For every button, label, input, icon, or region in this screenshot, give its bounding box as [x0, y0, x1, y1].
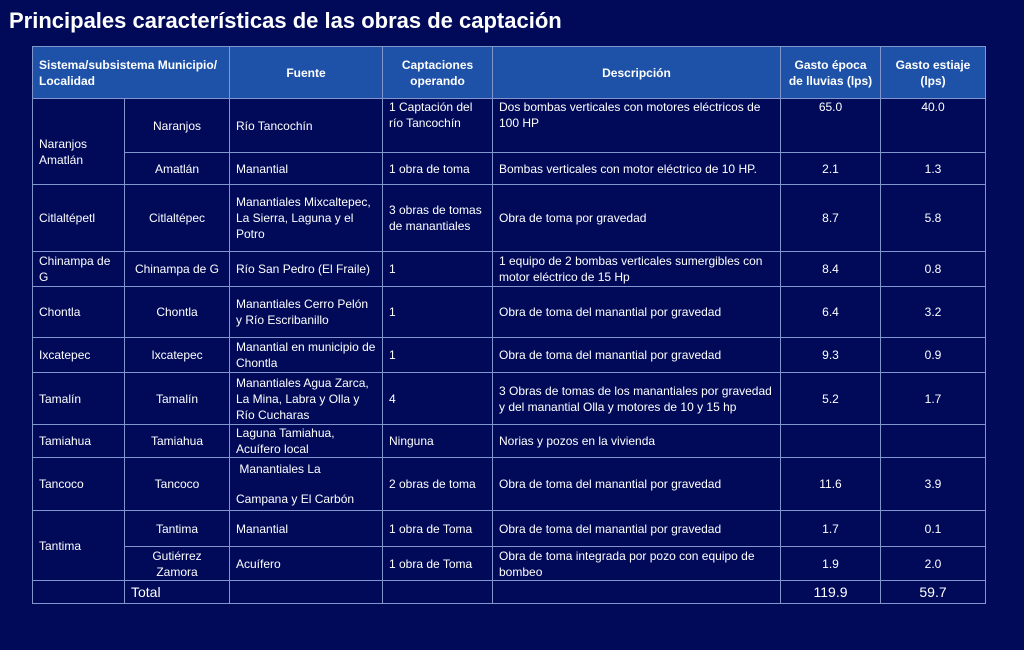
- gasto-estiaje-cell: 0.1: [881, 511, 986, 547]
- captaciones-cell: Ninguna: [383, 425, 493, 458]
- captaciones-cell: 3 obras de tomas de manantiales: [383, 185, 493, 252]
- total-estiaje: 59.7: [881, 581, 986, 604]
- fuente-cell: Acuífero: [230, 547, 383, 581]
- captaciones-cell: 1 obra de toma: [383, 153, 493, 185]
- table-row: [33, 338, 986, 373]
- fuente-cell: Manantiales Cerro Pelón y Río Escribanillo: [230, 287, 383, 338]
- descripcion-cell: 1 equipo de 2 bombas verticales sumergibles con motor eléctrico de 15 Hp: [493, 252, 781, 287]
- gasto-estiaje-cell: 0.8: [881, 252, 986, 287]
- gasto-estiaje-cell: 40.0: [881, 99, 986, 153]
- descripcion-cell: Obra de toma del manantial por gravedad: [493, 458, 781, 511]
- table-row: [33, 425, 986, 458]
- localidad-cell: Ixcatepec: [125, 338, 230, 373]
- fuente-cell: Río San Pedro (El Fraile): [230, 252, 383, 287]
- localidad-cell: Tamiahua: [125, 425, 230, 458]
- gasto-estiaje-cell: 1.7: [881, 373, 986, 425]
- gasto-estiaje-cell: 2.0: [881, 547, 986, 581]
- gasto-lluvias-cell: 5.2: [781, 373, 881, 425]
- captaciones-cell: 1: [383, 252, 493, 287]
- total-row: [33, 581, 986, 604]
- header-descripcion: Descripción: [493, 47, 781, 99]
- captacion-table: [32, 46, 986, 604]
- gasto-lluvias-cell: 2.1: [781, 153, 881, 185]
- sistema-cell: Tamiahua: [33, 425, 125, 458]
- captaciones-cell: 1 obra de Toma: [383, 547, 493, 581]
- gasto-lluvias-cell: 8.7: [781, 185, 881, 252]
- localidad-cell: Tancoco: [125, 458, 230, 511]
- captaciones-cell: 2 obras de toma: [383, 458, 493, 511]
- descripcion-cell: Obra de toma integrada por pozo con equipo de bombeo: [493, 547, 781, 581]
- fuente-line: Manantiales La: [236, 462, 321, 476]
- fuente-cell: Manantial: [230, 153, 383, 185]
- table-row: [33, 373, 986, 425]
- header-row: [33, 47, 986, 99]
- total-empty-cell: [383, 581, 493, 604]
- fuente-cell: Manantiales Mixcaltepec, La Sierra, Laguna y el Potro: [230, 185, 383, 252]
- total-lluvias: 119.9: [781, 581, 881, 604]
- captaciones-cell: 4: [383, 373, 493, 425]
- sistema-cell: Tamalín: [33, 373, 125, 425]
- total-label: Total: [125, 581, 230, 604]
- table-row: [33, 287, 986, 338]
- header-gasto-lluvias: Gasto época de lluvias (lps): [781, 47, 881, 99]
- localidad-cell: Chinampa de G: [125, 252, 230, 287]
- descripcion-cell: Obra de toma del manantial por gravedad: [493, 287, 781, 338]
- table-row: [33, 458, 986, 511]
- gasto-estiaje-cell: 5.8: [881, 185, 986, 252]
- header-fuente: Fuente: [230, 47, 383, 99]
- sistema-cell: Tantima: [33, 511, 125, 581]
- descripcion-cell: 3 Obras de tomas de los manantiales por gravedad y del manantial Olla y motores de 10 y 15 hp: [493, 373, 781, 425]
- sistema-cell: Tancoco: [33, 458, 125, 511]
- descripcion-cell: Obra de toma por gravedad: [493, 185, 781, 252]
- gasto-lluvias-cell: 6.4: [781, 287, 881, 338]
- gasto-lluvias-cell: 65.0: [781, 99, 881, 153]
- total-empty-cell: [493, 581, 781, 604]
- localidad-cell: Chontla: [125, 287, 230, 338]
- localidad-cell: Gutiérrez Zamora: [125, 547, 230, 581]
- gasto-lluvias-cell: 8.4: [781, 252, 881, 287]
- table-row: [33, 153, 986, 185]
- header-sistema: Sistema/subsistema Municipio/ Localidad: [33, 47, 230, 99]
- gasto-lluvias-cell: 9.3: [781, 338, 881, 373]
- sistema-cell: Naranjos Amatlán: [33, 99, 125, 185]
- descripcion-cell: Obra de toma del manantial por gravedad: [493, 511, 781, 547]
- gasto-estiaje-cell: 0.9: [881, 338, 986, 373]
- header-gasto-estiaje: Gasto estiaje (lps): [881, 47, 986, 99]
- fuente-cell: Laguna Tamiahua, Acuífero local: [230, 425, 383, 458]
- fuente-cell: Manantial: [230, 511, 383, 547]
- gasto-lluvias-cell: [781, 425, 881, 458]
- captaciones-cell: 1: [383, 338, 493, 373]
- total-empty-cell: [33, 581, 125, 604]
- descripcion-cell: Obra de toma del manantial por gravedad: [493, 338, 781, 373]
- header-captaciones: Captaciones operando: [383, 47, 493, 99]
- fuente-cell: Río Tancochín: [230, 99, 383, 153]
- table-row: [33, 511, 986, 547]
- localidad-cell: Tamalín: [125, 373, 230, 425]
- gasto-estiaje-cell: 1.3: [881, 153, 986, 185]
- fuente-cell: Manantiales Agua Zarca, La Mina, Labra y Olla y Río Cucharas: [230, 373, 383, 425]
- sistema-cell: Chontla: [33, 287, 125, 338]
- table-row: [33, 185, 986, 252]
- gasto-lluvias-cell: 1.9: [781, 547, 881, 581]
- sistema-cell: Ixcatepec: [33, 338, 125, 373]
- table-row: [33, 252, 986, 287]
- page-title: Principales características de las obras de captación: [9, 8, 562, 33]
- fuente-line: Campana y El Carbón: [236, 492, 355, 506]
- fuente-cell: [230, 458, 383, 511]
- sistema-cell: Chinampa de G: [33, 252, 125, 287]
- descripcion-cell: Norias y pozos en la vivienda: [493, 425, 781, 458]
- fuente-cell: Manantial en municipio de Chontla: [230, 338, 383, 373]
- gasto-lluvias-cell: 11.6: [781, 458, 881, 511]
- table-row: [33, 547, 986, 581]
- localidad-cell: Amatlán: [125, 153, 230, 185]
- gasto-estiaje-cell: 3.9: [881, 458, 986, 511]
- table-row: [33, 99, 986, 153]
- localidad-cell: Citlaltépec: [125, 185, 230, 252]
- gasto-estiaje-cell: [881, 425, 986, 458]
- sistema-cell: Citlaltépetl: [33, 185, 125, 252]
- gasto-estiaje-cell: 3.2: [881, 287, 986, 338]
- localidad-cell: Naranjos: [125, 99, 230, 153]
- gasto-lluvias-cell: 1.7: [781, 511, 881, 547]
- total-empty-cell: [230, 581, 383, 604]
- descripcion-cell: Dos bombas verticales con motores eléctricos de 100 HP: [493, 99, 781, 153]
- captaciones-cell: 1: [383, 287, 493, 338]
- captaciones-cell: 1 Captación del río Tancochín: [383, 99, 493, 153]
- captaciones-cell: 1 obra de Toma: [383, 511, 493, 547]
- localidad-cell: Tantima: [125, 511, 230, 547]
- descripcion-cell: Bombas verticales con motor eléctrico de 10 HP.: [493, 153, 781, 185]
